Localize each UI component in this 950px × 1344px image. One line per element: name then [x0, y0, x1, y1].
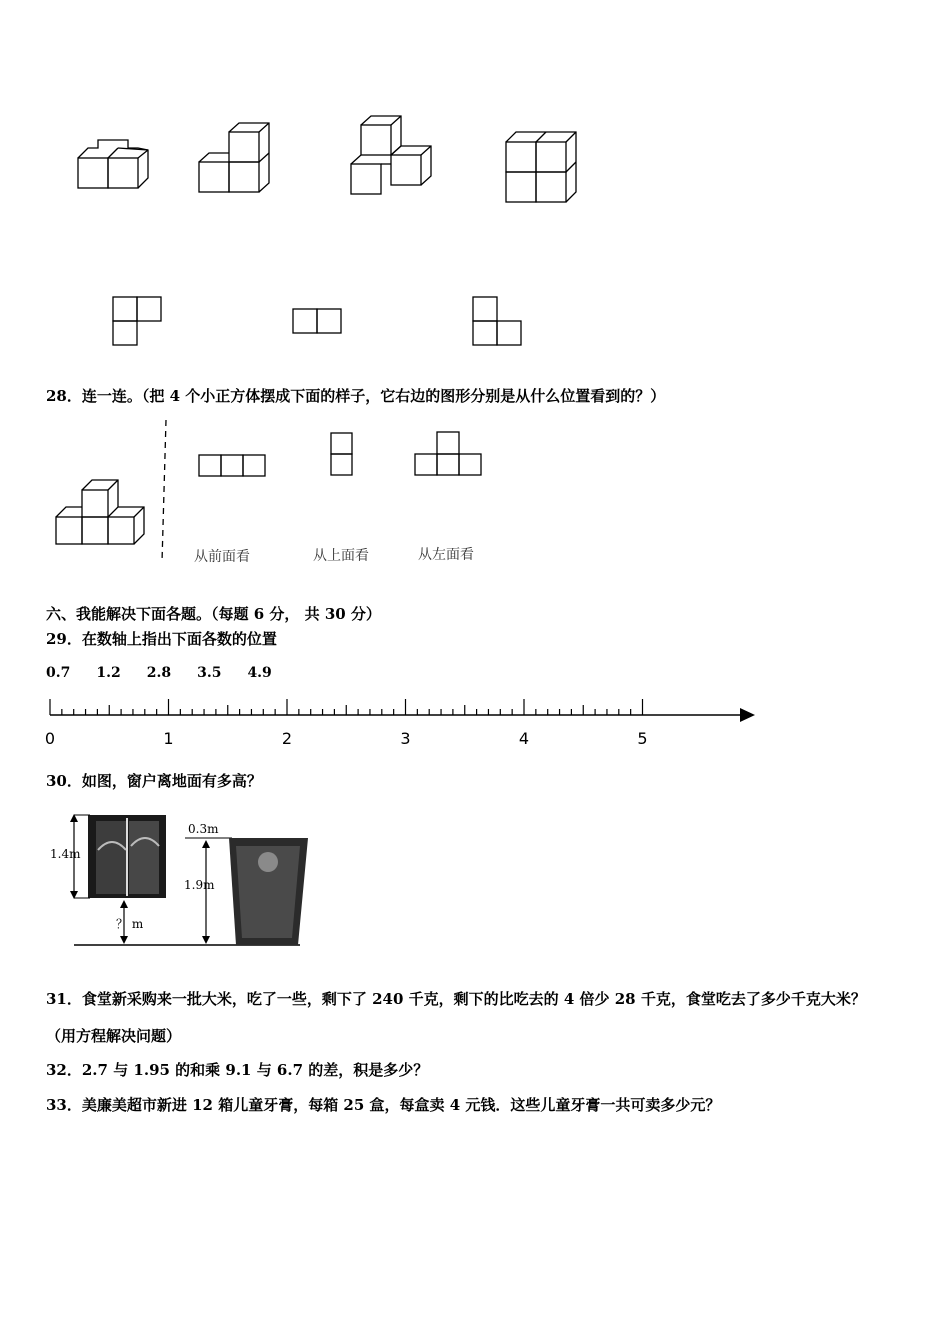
number-line-arrow — [740, 708, 755, 722]
question-29: 29．在数轴上指出下面各数的位置 — [46, 630, 277, 648]
window-image — [88, 815, 166, 898]
q28-figure — [0, 410, 950, 580]
number-line-label: 0 — [44, 729, 56, 748]
question-31-note: （用方程解决问题） — [46, 1027, 182, 1045]
q29-number-list — [46, 662, 298, 681]
q29-number: 3.5 — [197, 665, 222, 681]
view-label-front: 从前面看 — [194, 549, 250, 565]
label-window-height: 1.4m — [50, 847, 81, 861]
q29-number: 4.9 — [247, 665, 272, 681]
label-cabinet-height: 1.9m — [184, 878, 215, 892]
label-top-gap: 0.3m — [188, 822, 219, 836]
q28-left-view — [415, 432, 481, 475]
q28-cube-arrangement — [56, 480, 144, 544]
q29-number: 1.2 — [96, 665, 121, 681]
cube-figures-top — [0, 0, 950, 360]
label-unknown-height: ？ m — [116, 917, 144, 931]
number-line-label: 5 — [637, 729, 648, 748]
cube-figure-2 — [199, 123, 269, 192]
q28-front-view — [199, 455, 265, 476]
projection-view-2 — [293, 309, 341, 333]
q30-figure — [0, 800, 950, 960]
number-line-label: 2 — [281, 729, 293, 748]
number-line-label: 4 — [518, 729, 530, 748]
question-31: 31．食堂新采购来一批大米，吃了一些，剩下了 240 千克，剩下的比吃去的 4 倍少 28 千克，食堂吃去了多少千克大米？ — [46, 990, 866, 1008]
cube-figure-1 — [78, 140, 148, 188]
q29-number: 2.8 — [146, 665, 172, 681]
cube-figure-4 — [506, 132, 576, 202]
view-label-left: 从左面看 — [418, 547, 474, 563]
number-line-label: 3 — [400, 729, 411, 748]
section-6-title: 六、我能解决下面各题。（每题 6 分， 共 30 分） — [46, 605, 381, 623]
view-label-top: 从上面看 — [313, 548, 369, 564]
projection-view-3 — [473, 297, 521, 345]
projection-view-1 — [113, 297, 161, 345]
question-32: 32．2.7 与 1.95 的和乘 9.1 与 6.7 的差，积是多少？ — [46, 1061, 429, 1079]
question-30: 30．如图，窗户离地面有多高？ — [46, 772, 262, 790]
number-line — [0, 690, 950, 750]
question-28: 28．连一连。（把 4 个小正方体摆成下面的样子，它右边的图形分别是从什么位置看到的？） — [46, 387, 666, 405]
number-line-label: 1 — [163, 729, 174, 748]
cube-figure-3 — [351, 116, 431, 194]
dashed-divider — [162, 420, 166, 562]
q28-top-view — [331, 433, 352, 475]
q29-number: 0.7 — [46, 665, 71, 681]
question-33: 33．美廉美超市新进 12 箱儿童牙膏，每箱 25 盒，每盒卖 4 元钱．这些儿童牙膏一共可卖多少元？ — [46, 1096, 721, 1114]
cabinet-image — [229, 838, 308, 945]
